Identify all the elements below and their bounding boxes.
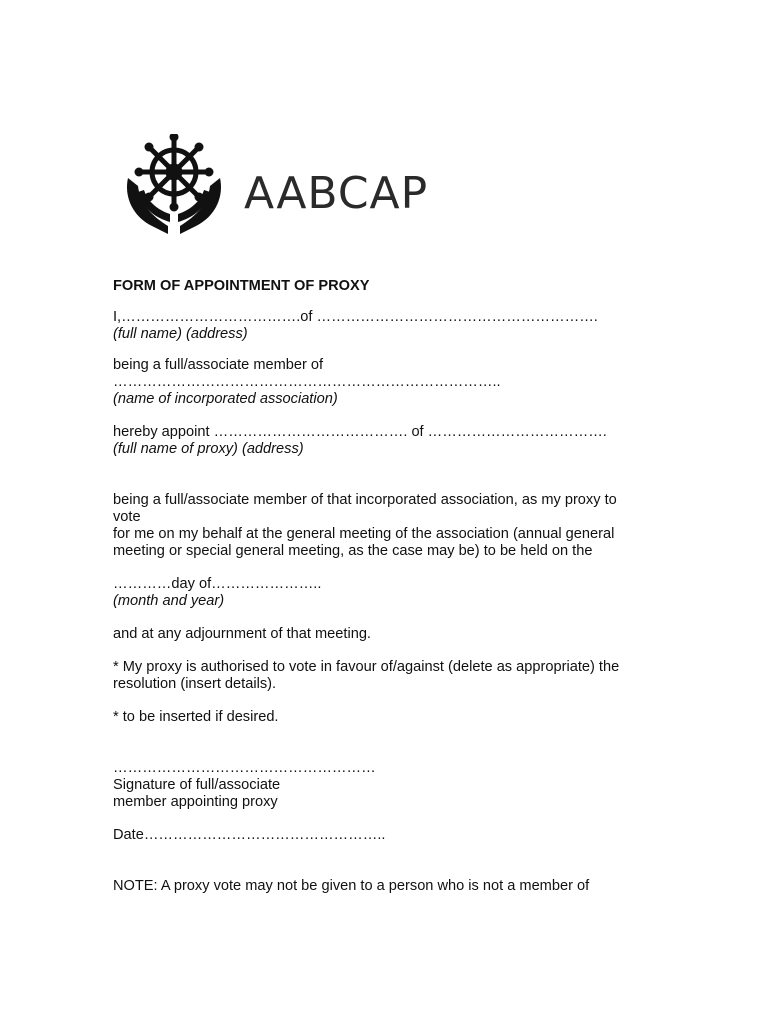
proxy-name-address-label: (full name of proxy) (address) [113,441,304,457]
date-line: Date………………………………………….. [113,827,386,843]
signature-label: Signature of full/associate [113,777,281,793]
month-year-label: (month and year) [113,593,225,609]
signature-label: member appointing proxy [113,794,278,810]
insert-note: * to be inserted if desired. [113,709,279,725]
logo-wordmark: AABCAP [244,168,429,219]
proxy-authorisation-text: * My proxy is authorised to vote in favour of/against (delete as appropriate) the [113,659,620,675]
paragraph-line: meeting or special general meeting, as the case may be) to be held on the [113,543,593,559]
form-title: FORM OF APPOINTMENT OF PROXY [113,278,370,294]
paragraph-line: vote [113,509,141,525]
member-of-text: being a full/associate member of [113,357,324,373]
proxy-authorisation-text: resolution (insert details). [113,676,277,692]
full-name-address-label: (full name) (address) [113,326,248,342]
signature-line: ……………………………………………… [113,760,376,776]
adjournment-text: and at any adjournment of that meeting. [113,626,371,642]
association-name-line: …………………………………………………………………….. [113,374,501,390]
paragraph-line: being a full/associate member of that incorporated association, as my proxy to [113,492,617,508]
proxy-note: NOTE: A proxy vote may not be given to a person who is not a member of [113,878,590,894]
association-name-label: (name of incorporated association) [113,391,338,407]
full-name-address-line: I,……………………………….of …………………………………………………. [113,309,598,325]
paragraph-line: for me on my behalf at the general meeting of the association (annual general [113,526,615,542]
meeting-date-line: …………day of………………….. [113,576,322,592]
proxy-form [113,278,653,895]
appoint-proxy-line: hereby appoint …………………………………. of ………………………………. [113,424,607,440]
